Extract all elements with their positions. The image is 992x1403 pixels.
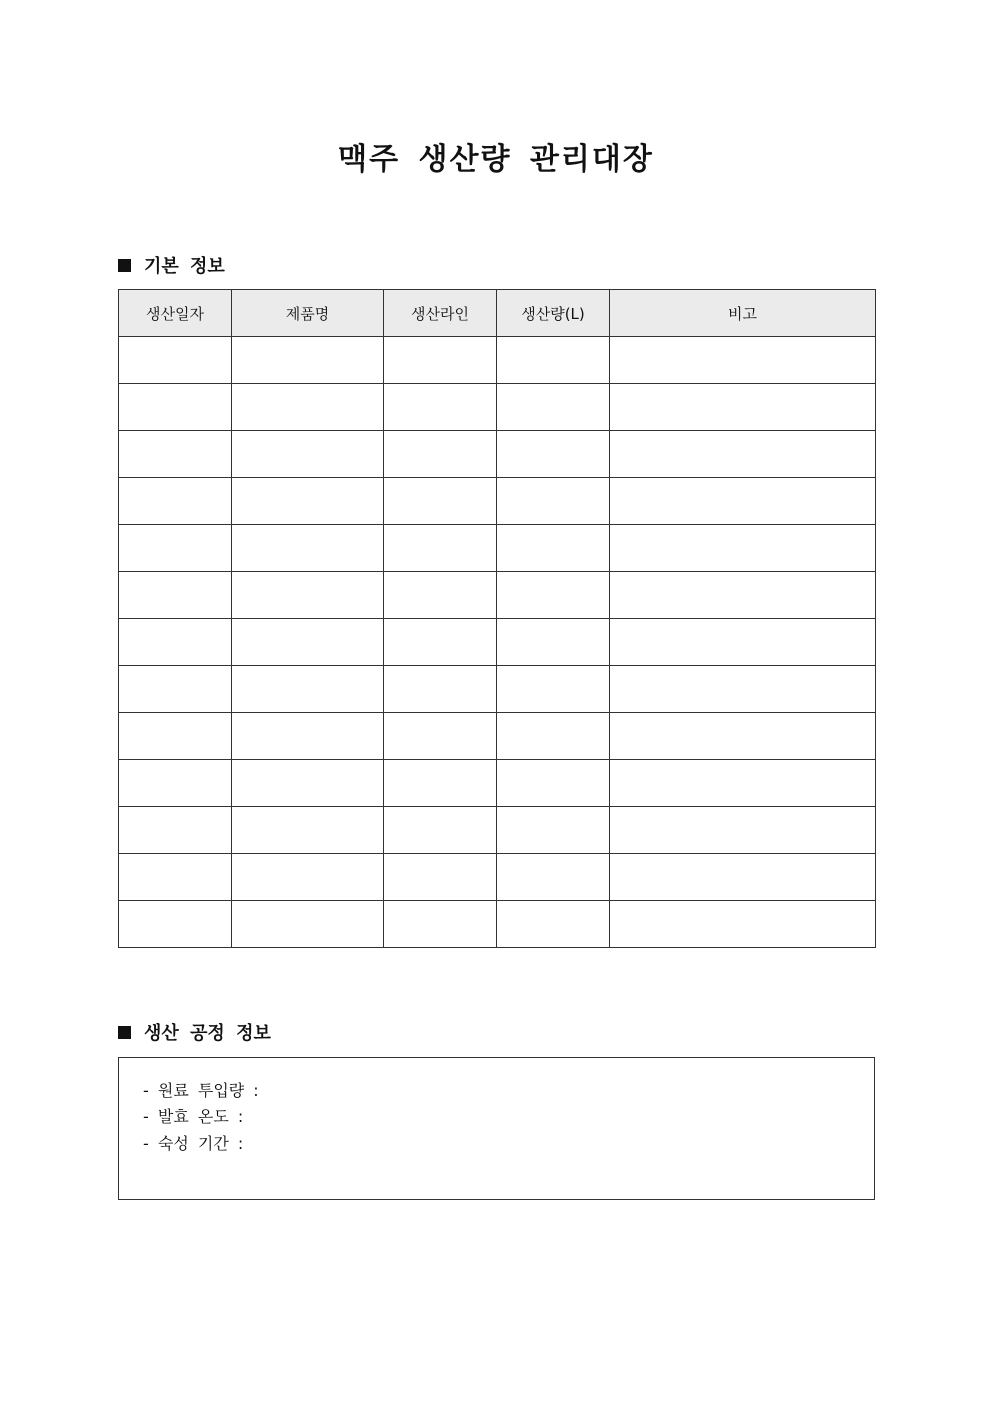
production-line-cell[interactable]	[384, 572, 497, 619]
table-row	[119, 854, 876, 901]
column-header-production-date: 생산일자	[119, 290, 232, 337]
production-line-cell[interactable]	[384, 901, 497, 948]
production-line-cell[interactable]	[384, 619, 497, 666]
production-volume-cell[interactable]	[497, 337, 610, 384]
remarks-cell[interactable]	[610, 807, 876, 854]
table-row	[119, 525, 876, 572]
production-date-cell[interactable]	[119, 478, 232, 525]
remarks-cell[interactable]	[610, 431, 876, 478]
product-name-cell[interactable]	[232, 337, 384, 384]
aging-period-line: - 숙성 기간 :	[143, 1134, 244, 1153]
production-volume-cell[interactable]	[497, 478, 610, 525]
table-row	[119, 666, 876, 713]
section-heading-process-info	[118, 1019, 271, 1045]
product-name-cell[interactable]	[232, 431, 384, 478]
document-title: 맥주 생산량 관리대장	[338, 142, 654, 177]
product-name-cell[interactable]	[232, 807, 384, 854]
production-line-cell[interactable]	[384, 525, 497, 572]
section-heading-basic-info	[118, 252, 225, 278]
production-line-cell[interactable]	[384, 807, 497, 854]
remarks-cell[interactable]	[610, 525, 876, 572]
production-line-cell[interactable]	[384, 854, 497, 901]
section-heading-label: 생산 공정 정보	[144, 1023, 271, 1044]
column-header-production-volume: 생산량(L)	[497, 290, 610, 337]
production-volume-cell[interactable]	[497, 525, 610, 572]
production-volume-cell[interactable]	[497, 431, 610, 478]
remarks-cell[interactable]	[610, 337, 876, 384]
product-name-cell[interactable]	[232, 713, 384, 760]
production-ledger-table	[118, 289, 876, 948]
product-name-cell[interactable]	[232, 572, 384, 619]
table-row	[119, 713, 876, 760]
remarks-cell[interactable]	[610, 666, 876, 713]
table-row	[119, 901, 876, 948]
production-date-cell[interactable]	[119, 572, 232, 619]
production-volume-cell[interactable]	[497, 807, 610, 854]
product-name-cell[interactable]	[232, 666, 384, 713]
production-volume-cell[interactable]	[497, 760, 610, 807]
remarks-cell[interactable]	[610, 901, 876, 948]
production-volume-cell[interactable]	[497, 854, 610, 901]
production-volume-cell[interactable]	[497, 901, 610, 948]
remarks-cell[interactable]	[610, 384, 876, 431]
product-name-cell[interactable]	[232, 619, 384, 666]
production-line-cell[interactable]	[384, 384, 497, 431]
production-date-cell[interactable]	[119, 525, 232, 572]
remarks-cell[interactable]	[610, 713, 876, 760]
table-row	[119, 478, 876, 525]
production-date-cell[interactable]	[119, 431, 232, 478]
production-date-cell[interactable]	[119, 666, 232, 713]
production-volume-cell[interactable]	[497, 666, 610, 713]
production-date-cell[interactable]	[119, 337, 232, 384]
product-name-cell[interactable]	[232, 854, 384, 901]
column-header-production-line: 생산라인	[384, 290, 497, 337]
table-row	[119, 619, 876, 666]
production-volume-cell[interactable]	[497, 713, 610, 760]
production-volume-cell[interactable]	[497, 384, 610, 431]
remarks-cell[interactable]	[610, 760, 876, 807]
production-date-cell[interactable]	[119, 807, 232, 854]
table-header-row	[119, 290, 876, 337]
table-row	[119, 384, 876, 431]
column-header-remarks: 비고	[610, 290, 876, 337]
product-name-cell[interactable]	[232, 760, 384, 807]
production-line-cell[interactable]	[384, 666, 497, 713]
remarks-cell[interactable]	[610, 572, 876, 619]
production-date-cell[interactable]	[119, 854, 232, 901]
raw-material-input-line: - 원료 투입량 :	[143, 1081, 259, 1100]
process-info-box	[118, 1057, 875, 1200]
square-bullet-icon	[118, 259, 131, 272]
remarks-cell[interactable]	[610, 619, 876, 666]
production-line-cell[interactable]	[384, 431, 497, 478]
product-name-cell[interactable]	[232, 525, 384, 572]
production-date-cell[interactable]	[119, 901, 232, 948]
column-header-product-name: 제품명	[232, 290, 384, 337]
table-row	[119, 572, 876, 619]
product-name-cell[interactable]	[232, 901, 384, 948]
production-line-cell[interactable]	[384, 713, 497, 760]
product-name-cell[interactable]	[232, 384, 384, 431]
table-row	[119, 337, 876, 384]
table-row	[119, 807, 876, 854]
section-heading-label: 기본 정보	[144, 256, 225, 277]
product-name-cell[interactable]	[232, 478, 384, 525]
production-line-cell[interactable]	[384, 337, 497, 384]
table-row	[119, 431, 876, 478]
production-volume-cell[interactable]	[497, 572, 610, 619]
production-date-cell[interactable]	[119, 384, 232, 431]
square-bullet-icon	[118, 1026, 131, 1039]
production-volume-cell[interactable]	[497, 619, 610, 666]
fermentation-temperature-line: - 발효 온도 :	[143, 1107, 244, 1126]
production-line-cell[interactable]	[384, 760, 497, 807]
remarks-cell[interactable]	[610, 854, 876, 901]
production-line-cell[interactable]	[384, 478, 497, 525]
production-date-cell[interactable]	[119, 713, 232, 760]
production-date-cell[interactable]	[119, 619, 232, 666]
production-date-cell[interactable]	[119, 760, 232, 807]
remarks-cell[interactable]	[610, 478, 876, 525]
table-row	[119, 760, 876, 807]
